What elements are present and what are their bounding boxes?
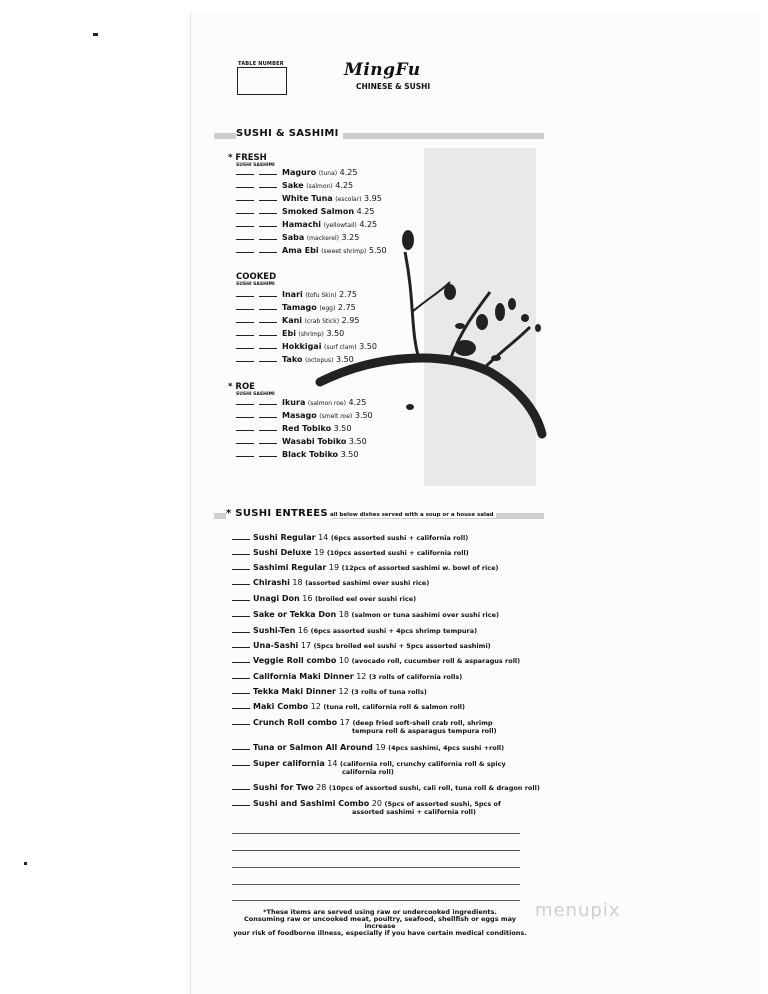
sashimi-qty-blank[interactable] — [259, 361, 277, 362]
entree-qty-blank[interactable] — [232, 765, 250, 766]
menupix-watermark: menupix — [535, 900, 621, 921]
entree-qty-blank[interactable] — [232, 616, 250, 617]
entree-name: Chirashi — [253, 578, 290, 587]
sashimi-qty-blank[interactable] — [259, 335, 277, 336]
entree-qty-blank[interactable] — [232, 600, 250, 601]
item-name: Black Tobiko — [282, 450, 339, 459]
entree-item — [232, 563, 498, 572]
entree-item — [232, 578, 429, 587]
write-in-line[interactable] — [232, 833, 520, 834]
entree-name: Sushi-Ten — [253, 626, 296, 635]
entree-qty-blank[interactable] — [232, 693, 250, 694]
sashimi-qty-blank[interactable] — [259, 252, 277, 253]
entree-desc: (deep fried soft-shell crab roll, shrimp — [352, 719, 493, 727]
entree-name: Crunch Roll combo — [253, 718, 338, 727]
sushi-qty-blank[interactable] — [236, 417, 254, 418]
entree-price: 20 — [371, 799, 382, 808]
entree-desc: (salmon or tuna sashimi over sushi rice) — [351, 611, 499, 619]
entree-name: Sushi Regular — [253, 533, 316, 542]
entree-desc: (3 rolls of california rolls) — [368, 673, 463, 681]
entree-item — [232, 672, 462, 681]
item-name: Sake — [282, 181, 304, 190]
sashimi-qty-blank[interactable] — [259, 456, 277, 457]
item-name: White Tuna — [282, 194, 333, 203]
entree-name: Maki Combo — [253, 702, 309, 711]
entree-qty-blank[interactable] — [232, 569, 250, 570]
item-name: Inari — [282, 290, 303, 299]
entree-price: 19 — [375, 743, 386, 752]
item-name: Saba — [282, 233, 305, 242]
item-price: 2.75 — [337, 303, 356, 312]
sushi-qty-blank[interactable] — [236, 430, 254, 431]
sushi-qty-blank[interactable] — [236, 348, 254, 349]
sushi-qty-blank[interactable] — [236, 200, 254, 201]
entree-desc: (10pcs assorted sushi + california roll) — [326, 549, 469, 557]
entree-item — [232, 610, 499, 619]
item-price: 3.50 — [348, 437, 367, 446]
section-title-sushi-sashimi: SUSHI & SASHIMI — [236, 128, 343, 139]
entree-price: 18 — [338, 610, 349, 619]
item-name: Wasabi Tobiko — [282, 437, 347, 446]
sashimi-qty-blank[interactable] — [259, 404, 277, 405]
item-desc: (smelt roe) — [319, 413, 353, 420]
sushi-qty-blank[interactable] — [236, 322, 254, 323]
col-header: SUSHI SASHIMI — [236, 392, 275, 397]
entree-desc: (assorted sashimi over sushi rice) — [305, 579, 430, 587]
entree-item — [232, 718, 497, 735]
entree-desc: (california roll, crunchy california roll & spicy — [340, 760, 506, 768]
item-name: Kani — [282, 316, 303, 325]
entree-name: Sashimi Regular — [253, 563, 327, 572]
entree-desc-cont: california roll) — [342, 768, 394, 776]
item-name: Smoked Salmon — [282, 207, 355, 216]
sashimi-qty-blank[interactable] — [259, 296, 277, 297]
item-desc: (tofu Skin) — [305, 292, 337, 299]
group-roe: * ROE — [228, 382, 255, 392]
menu-item — [236, 168, 357, 177]
entree-desc: (12pcs of assorted sashimi w. bowl of rice) — [341, 564, 499, 572]
item-price: 5.50 — [368, 246, 387, 255]
sushi-qty-blank[interactable] — [236, 174, 254, 175]
sushi-qty-blank[interactable] — [236, 309, 254, 310]
entree-item — [232, 626, 477, 635]
restaurant-logo: MingFu — [344, 60, 421, 80]
entree-qty-blank[interactable] — [232, 647, 250, 648]
entree-desc: (avocado roll, cucumber roll & asparagus roll) — [351, 657, 521, 665]
entree-price: 14 — [318, 533, 329, 542]
sashimi-qty-blank[interactable] — [259, 187, 277, 188]
sashimi-qty-blank[interactable] — [259, 322, 277, 323]
raw-food-disclaimer — [232, 909, 528, 937]
entree-qty-blank[interactable] — [232, 789, 250, 790]
entree-price: 18 — [292, 578, 303, 587]
entree-name: California Maki Dinner — [253, 672, 354, 681]
menu-item — [236, 181, 353, 190]
item-name: Ikura — [282, 398, 306, 407]
sashimi-qty-blank[interactable] — [259, 174, 277, 175]
sushi-qty-blank[interactable] — [236, 187, 254, 188]
entree-price: 17 — [300, 641, 312, 650]
item-desc: (shrimp) — [298, 331, 324, 338]
entree-qty-blank[interactable] — [232, 539, 250, 540]
item-price: 4.25 — [339, 168, 358, 177]
entree-item — [232, 656, 520, 665]
sashimi-qty-blank[interactable] — [259, 200, 277, 201]
entree-name: Tekka Maki Dinner — [253, 687, 336, 696]
entree-item — [232, 687, 427, 696]
write-in-line[interactable] — [232, 900, 520, 901]
entree-desc: (5pcs broiled eel sushi + 5pcs assorted sashimi) — [313, 642, 491, 650]
sashimi-qty-blank[interactable] — [259, 348, 277, 349]
item-price: 2.75 — [339, 290, 357, 299]
sashimi-qty-blank[interactable] — [259, 226, 277, 227]
entree-item — [232, 743, 504, 752]
entree-qty-blank[interactable] — [232, 708, 250, 709]
sashimi-qty-blank[interactable] — [259, 417, 277, 418]
item-name: Tamago — [282, 303, 317, 312]
entree-price: 19 — [314, 548, 325, 557]
item-price: 3.95 — [364, 194, 382, 203]
menu-item — [236, 450, 358, 459]
entree-price: 16 — [297, 626, 309, 635]
entree-desc-cont: assorted sashimi + california roll) — [352, 808, 476, 816]
entree-desc: (broiled eel over sushi rice) — [314, 595, 417, 603]
sushi-qty-blank[interactable] — [236, 335, 254, 336]
item-price: 3.50 — [333, 424, 352, 433]
entree-name: Sake or Tekka Don — [253, 610, 337, 619]
entree-name: Tuna or Salmon All Around — [253, 743, 373, 752]
item-price: 3.50 — [326, 329, 345, 338]
entree-name: Unagi Don — [253, 594, 300, 603]
item-desc: (salmon roe) — [307, 400, 346, 407]
entree-name: Super california — [253, 759, 325, 768]
entree-name: Sushi and Sashimi Combo — [253, 799, 370, 808]
entree-qty-blank[interactable] — [232, 805, 250, 806]
entree-price: 14 — [327, 759, 338, 768]
item-name: Red Tobiko — [282, 424, 332, 433]
entree-qty-blank[interactable] — [232, 724, 250, 725]
sushi-qty-blank[interactable] — [236, 296, 254, 297]
disclaimer-line: Consuming raw or uncooked meat, poultry, seafood, shellfish or eggs may increase — [243, 915, 517, 930]
sushi-qty-blank[interactable] — [236, 213, 254, 214]
sashimi-qty-blank[interactable] — [259, 430, 277, 431]
entree-desc: (10pcs of assorted sushi, cali roll, tuna roll & dragon roll) — [328, 784, 540, 792]
entree-qty-blank[interactable] — [232, 584, 250, 585]
item-desc: (yellowtail) — [323, 222, 357, 229]
menu-item — [236, 194, 382, 203]
item-price: 4.25 — [335, 181, 354, 190]
sushi-qty-blank[interactable] — [236, 226, 254, 227]
scan-speck — [93, 33, 98, 36]
item-name: Masago — [282, 411, 317, 420]
entree-item — [232, 783, 540, 792]
sashimi-qty-blank[interactable] — [259, 443, 277, 444]
sushi-qty-blank[interactable] — [236, 361, 254, 362]
item-desc: (octopus) — [304, 357, 334, 364]
entree-desc: (6pcs assorted sushi + california roll) — [330, 534, 469, 542]
item-desc: (egg) — [319, 305, 336, 312]
group-fresh: * FRESH — [228, 153, 267, 163]
entree-desc: (5pcs of assorted sushi, 5pcs of — [384, 800, 501, 808]
group-cooked: COOKED — [236, 272, 277, 282]
entree-qty-blank[interactable] — [232, 554, 250, 555]
item-name: Hamachi — [282, 220, 322, 229]
item-desc: (crab Stick) — [304, 318, 340, 325]
item-name: Ebi — [282, 329, 296, 338]
col-header: SUSHI SASHIMI — [236, 282, 275, 287]
menu-item — [236, 207, 374, 216]
item-price: 4.25 — [356, 207, 375, 216]
sushi-qty-blank[interactable] — [236, 443, 254, 444]
sashimi-qty-blank[interactable] — [259, 309, 277, 310]
item-desc: (salmon) — [306, 183, 333, 190]
item-desc: (mackerel) — [306, 235, 339, 242]
entree-desc: (4pcs sashimi, 4pcs sushi +roll) — [388, 744, 505, 752]
entree-item — [232, 548, 469, 557]
col-header: SUSHI SASHIMI — [236, 163, 275, 168]
entree-price: 12 — [356, 672, 367, 681]
entrees-note: all below dishes served with a soup or a house salad — [330, 512, 494, 518]
entree-name: Sushi for Two — [253, 783, 314, 792]
table-number-label: TABLE NUMBER — [238, 61, 284, 67]
sushi-qty-blank[interactable] — [236, 404, 254, 405]
entree-item — [232, 641, 491, 650]
sashimi-qty-blank[interactable] — [259, 239, 277, 240]
entree-price: 19 — [328, 563, 340, 572]
disclaimer-line: *These items are served using raw or undercooked ingredients. — [263, 908, 497, 916]
item-name: Tako — [282, 355, 303, 364]
disclaimer-line: your risk of foodborne illness, especially if you have certain medical conditions. — [233, 929, 527, 937]
table-number-box[interactable] — [237, 67, 287, 95]
sushi-qty-blank[interactable] — [236, 456, 254, 457]
item-desc: (escolar) — [335, 196, 362, 203]
entree-qty-blank[interactable] — [232, 662, 250, 663]
entree-price: 17 — [339, 718, 350, 727]
entree-desc: (6pcs assorted sushi + 4pcs shrimp tempura) — [310, 627, 478, 635]
write-in-line[interactable] — [232, 884, 520, 885]
scan-speck — [24, 862, 27, 865]
item-price: 3.25 — [341, 233, 360, 242]
entree-price: 12 — [310, 702, 321, 711]
write-in-line[interactable] — [232, 867, 520, 868]
item-desc: (tuna) — [318, 170, 338, 177]
entree-qty-blank[interactable] — [232, 632, 250, 633]
entree-name: Una-Sashi — [253, 641, 299, 650]
item-price: 3.50 — [359, 342, 377, 351]
entree-desc-cont: tempura roll & asparagus tempura roll) — [352, 727, 497, 735]
item-price: 4.25 — [348, 398, 367, 407]
item-name: Ama Ebi — [282, 246, 319, 255]
entree-qty-blank[interactable] — [232, 749, 250, 750]
restaurant-subtitle: CHINESE & SUSHI — [356, 82, 431, 91]
entree-price: 10 — [338, 656, 350, 665]
entree-desc: (3 rolls of tuna rolls) — [351, 688, 427, 696]
entree-price: 12 — [338, 687, 349, 696]
item-price: 3.50 — [354, 411, 373, 420]
entree-item — [232, 533, 468, 542]
write-in-line[interactable] — [232, 850, 520, 851]
item-name: Maguro — [282, 168, 317, 177]
entree-qty-blank[interactable] — [232, 678, 250, 679]
item-price: 4.25 — [359, 220, 378, 229]
branch-illustration — [300, 222, 550, 442]
entree-item — [232, 594, 416, 603]
entree-price: 16 — [302, 594, 313, 603]
item-desc: (sweet shrimp) — [321, 248, 367, 255]
item-name: Hokkigai — [282, 342, 322, 351]
entree-item — [232, 759, 506, 776]
entree-item — [232, 799, 501, 816]
sushi-qty-blank[interactable] — [236, 252, 254, 253]
entree-name: Sushi Deluxe — [253, 548, 312, 557]
sashimi-qty-blank[interactable] — [259, 213, 277, 214]
entree-desc: (tuna roll, california roll & salmon roll) — [323, 703, 465, 711]
section-title-entrees: * SUSHI ENTREES — [226, 508, 332, 519]
entree-name: Veggie Roll combo — [253, 656, 337, 665]
entree-price: 28 — [316, 783, 327, 792]
sushi-qty-blank[interactable] — [236, 239, 254, 240]
item-price: 3.50 — [335, 355, 354, 364]
item-price: 3.50 — [340, 450, 359, 459]
item-desc: (surf clam) — [324, 344, 357, 351]
entree-item — [232, 702, 465, 711]
item-price: 2.95 — [341, 316, 360, 325]
